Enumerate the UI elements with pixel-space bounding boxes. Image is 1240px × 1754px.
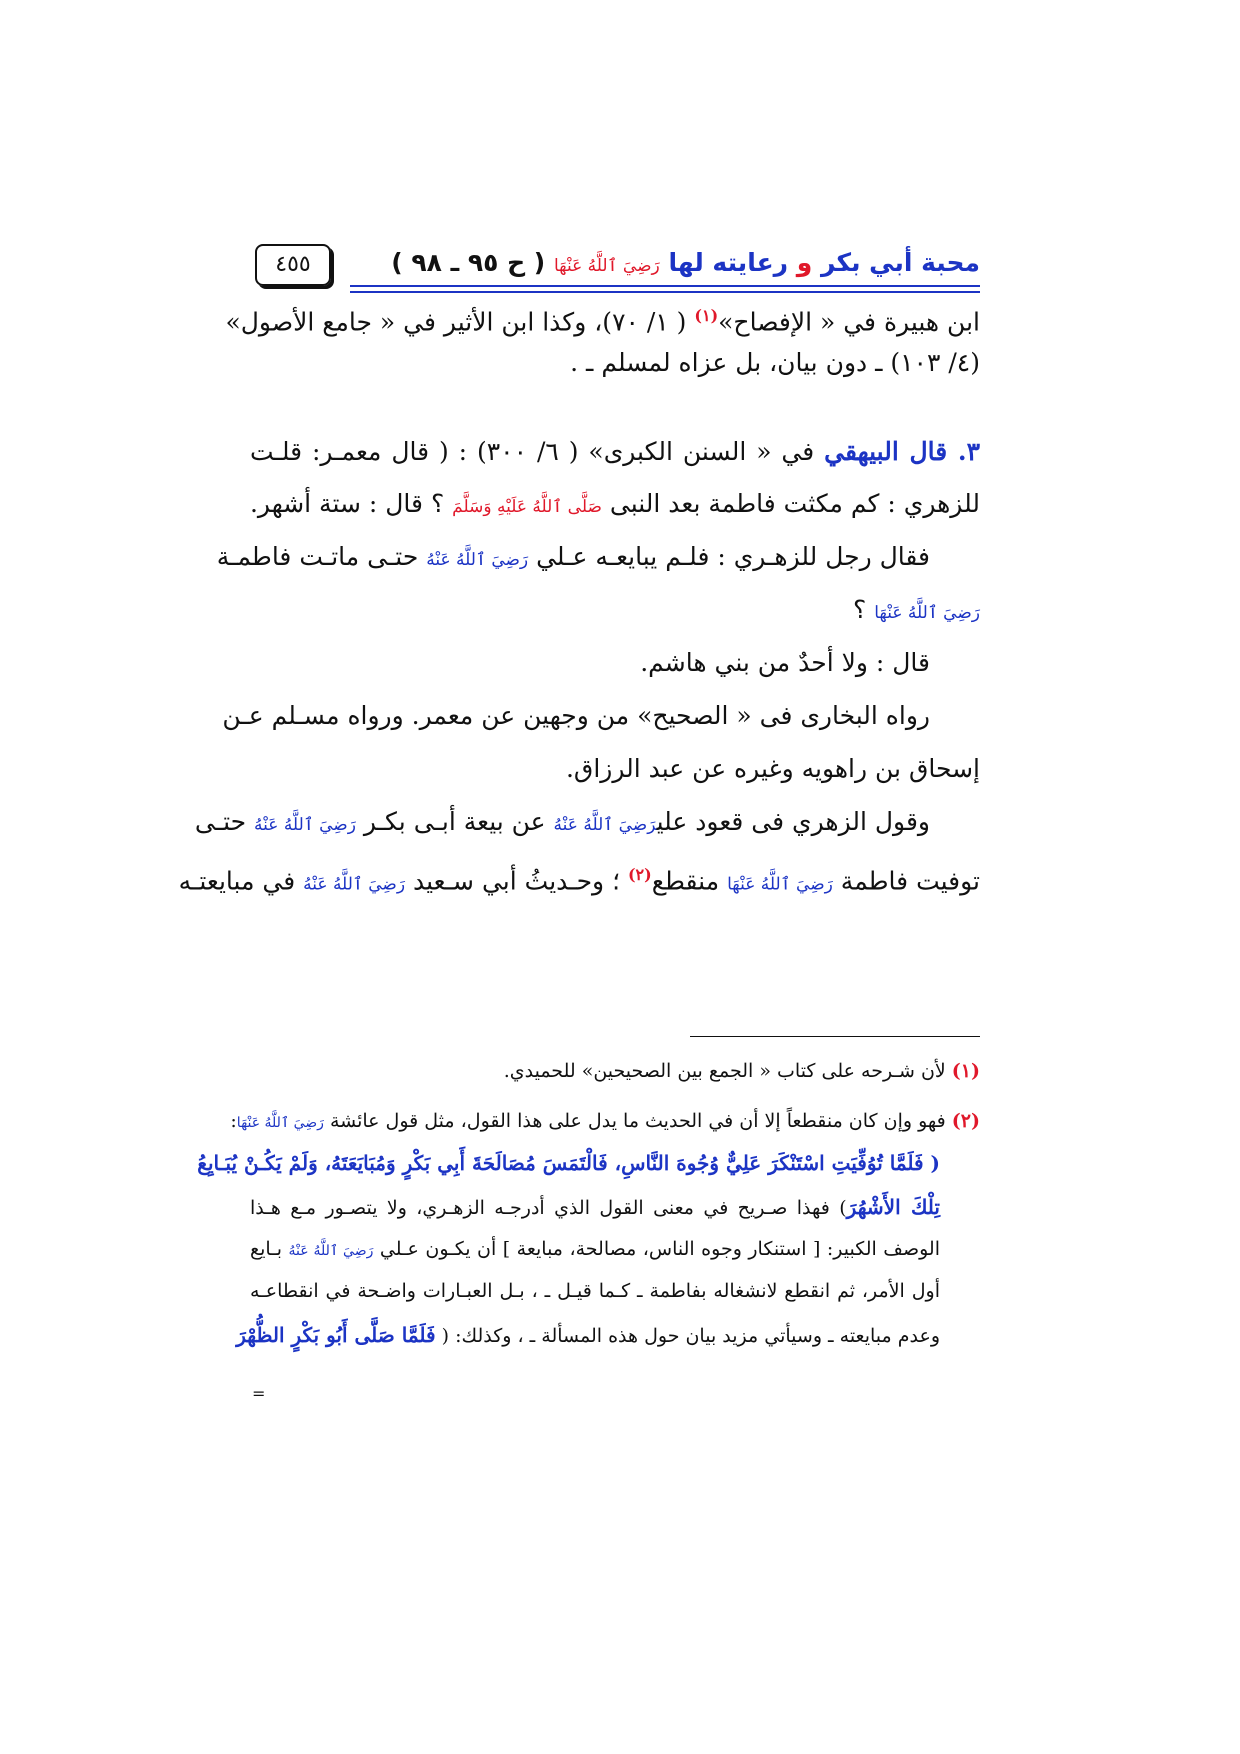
body-line-1 [225, 296, 980, 342]
body-line-7: قال : ولا أحدٌ من بني هاشم. [640, 648, 930, 677]
footnote-text: الوصف الكبير: [ استنكار وجوه الناس، مصالحة، مبايعة ] أن يكـون عـلي [373, 1238, 940, 1260]
text-run: ؟ قال : ستة أشهر. [249, 489, 453, 518]
text-run: وقول الزهري فى قعود علي [656, 807, 930, 836]
footnote-2-line-3 [250, 1190, 940, 1225]
header-title-and: و [788, 248, 821, 277]
text-run: في « السنن الكبرى» ( ٦/ ٣٠٠) : ( قال معمـر: قلـت [250, 437, 825, 466]
header-title-part1: محبة أبي بكر [821, 248, 980, 277]
body-line-8: رواه البخارى فى « الصحيح» من وجهين عن معمر. ورواه مسـلم عـن [222, 701, 930, 730]
page-number-box [255, 244, 331, 286]
text-run: عن بيعة أبـى بكـر [355, 807, 554, 836]
text-run: حتـى [194, 807, 255, 836]
footnote-2-line-4 [250, 1232, 940, 1268]
body-line-11 [178, 855, 980, 904]
item-number: ٣. [947, 437, 980, 466]
body-line-3 [250, 432, 980, 472]
text-run: حتـى ماتـت فاطمـة [216, 542, 427, 571]
header-divider [350, 285, 980, 293]
text-run: فقال رجل للزهـري : فلـم يبايعـه عـلي [528, 542, 930, 571]
honorific: صَلَّى ٱللَّهُ عَلَيْهِ وَسَلَّمَ [452, 497, 602, 517]
footnote-2-line-2 [197, 1146, 940, 1181]
text-run: للزهري : كم مكثت فاطمة بعد النبى [601, 489, 980, 518]
text-run: ؛ وحـديثُ أبي سـعيد [405, 866, 628, 896]
page-number: ٤٥٥ [275, 252, 311, 277]
honorific: رَضِيَ ٱللَّهُ عَنْهُ [303, 874, 406, 895]
footnote-1 [250, 1054, 980, 1088]
footnote-text: ) فهذا صـريح في معنى القول الذي أدرجـه الزهـري، ولا يتصـور مـع هـذا [250, 1197, 847, 1219]
honorific: رَضِيَ ٱللَّهُ عَنْهَا [236, 1115, 324, 1131]
footnote-text: : [230, 1110, 237, 1132]
honorific: رَضِيَ ٱللَّهُ عَنْهُ [426, 550, 529, 570]
text-run: ( ١/ ٧٠)، وكذا ابن الأثير في « جامع الأصول» [225, 307, 695, 337]
body-line-2: (٤/ ١٠٣) ـ دون بيان، بل عزاه لمسلم ـ . [570, 348, 980, 377]
text-run: في مبايعتـه [178, 866, 304, 896]
footnote-ref-1[interactable]: (١) [694, 306, 719, 325]
continuation-mark: = [252, 1384, 266, 1403]
footnote-text: وعدم مبايعته ـ وسيأتي مزيد بيان حول هذه المسألة ـ ، وكذلك: ( [435, 1325, 940, 1347]
narrator-name: قال البيهقي [824, 437, 948, 466]
footnote-2-line-5: أول الأمر، ثم انقطع لانشغاله بفاطمة ـ كـما قيـل ـ ، بـل العبـارات واضـحة في انقطاعـه [250, 1280, 940, 1302]
body-line-4 [250, 484, 980, 527]
honorific: رَضِيَ ٱللَّهُ عَنْهُ [553, 815, 657, 835]
body-line-10 [194, 802, 930, 845]
text-run: توفيت فاطمة [832, 866, 980, 896]
honorific: رَضِيَ ٱللَّهُ عَنْهَا [727, 874, 833, 895]
footnote-ref-2[interactable]: (٢) [627, 865, 652, 884]
body-line-5 [216, 537, 930, 580]
header-title-part2: رعايته لها [668, 248, 789, 277]
honorific: رَضِيَ ٱللَّهُ عَنْهُ [254, 815, 356, 835]
running-header [391, 240, 980, 286]
footnote-text: بـايع [250, 1238, 289, 1260]
footnote-divider [690, 1036, 980, 1037]
text-run: منقطع [651, 866, 728, 896]
text-run: ؟ [852, 595, 875, 624]
footnote-number: (٢) [951, 1110, 980, 1132]
hadith-quote: تِلْكَ الأَشْهُرَ [846, 1195, 940, 1219]
header-honorific: رَضِيَ ٱللَّهُ عَنْهَا [553, 256, 660, 276]
hadith-quote: ( فَلَمَّا تُوُفِّيَتِ اسْتَنْكَرَ عَلِيٌّ وُجُوهَ النَّاسِ، فَالْتَمَسَ مُصَالَحَةَ أَبِي بَكْرٍ وَمُبَايَعَتَهُ، وَلَمْ يَكُـنْ يُبَـايِعُ [197, 1151, 940, 1175]
hadith-quote: فَلَمَّا صَلَّى أَبُو بَكْرٍ الظُّهْرَ [236, 1323, 436, 1347]
text-run: ابن هبيرة في « الإفصاح» [718, 307, 980, 337]
footnote-number: (١) [951, 1060, 980, 1082]
header-range: ( ح ٩٥ ـ ٩٨ ) [391, 248, 546, 277]
footnote-2-line-1 [230, 1104, 980, 1140]
footnote-2-line-6 [236, 1318, 940, 1353]
body-line-6 [250, 590, 980, 633]
footnote-text: لأن شـرحه على كتاب « الجمع بين الصحيحين» للحميدي. [503, 1060, 952, 1082]
honorific: رَضِيَ ٱللَّهُ عَنْهُ [288, 1243, 374, 1259]
footnote-text: فهو وإن كان منقطعاً إلا أن في الحديث ما يدل على هذا القول، مثل قول عائشة [323, 1110, 952, 1132]
honorific: رَضِيَ ٱللَّهُ عَنْهَا [874, 603, 980, 623]
body-line-9: إسحاق بن راهويه وغيره عن عبد الرزاق. [565, 754, 980, 783]
